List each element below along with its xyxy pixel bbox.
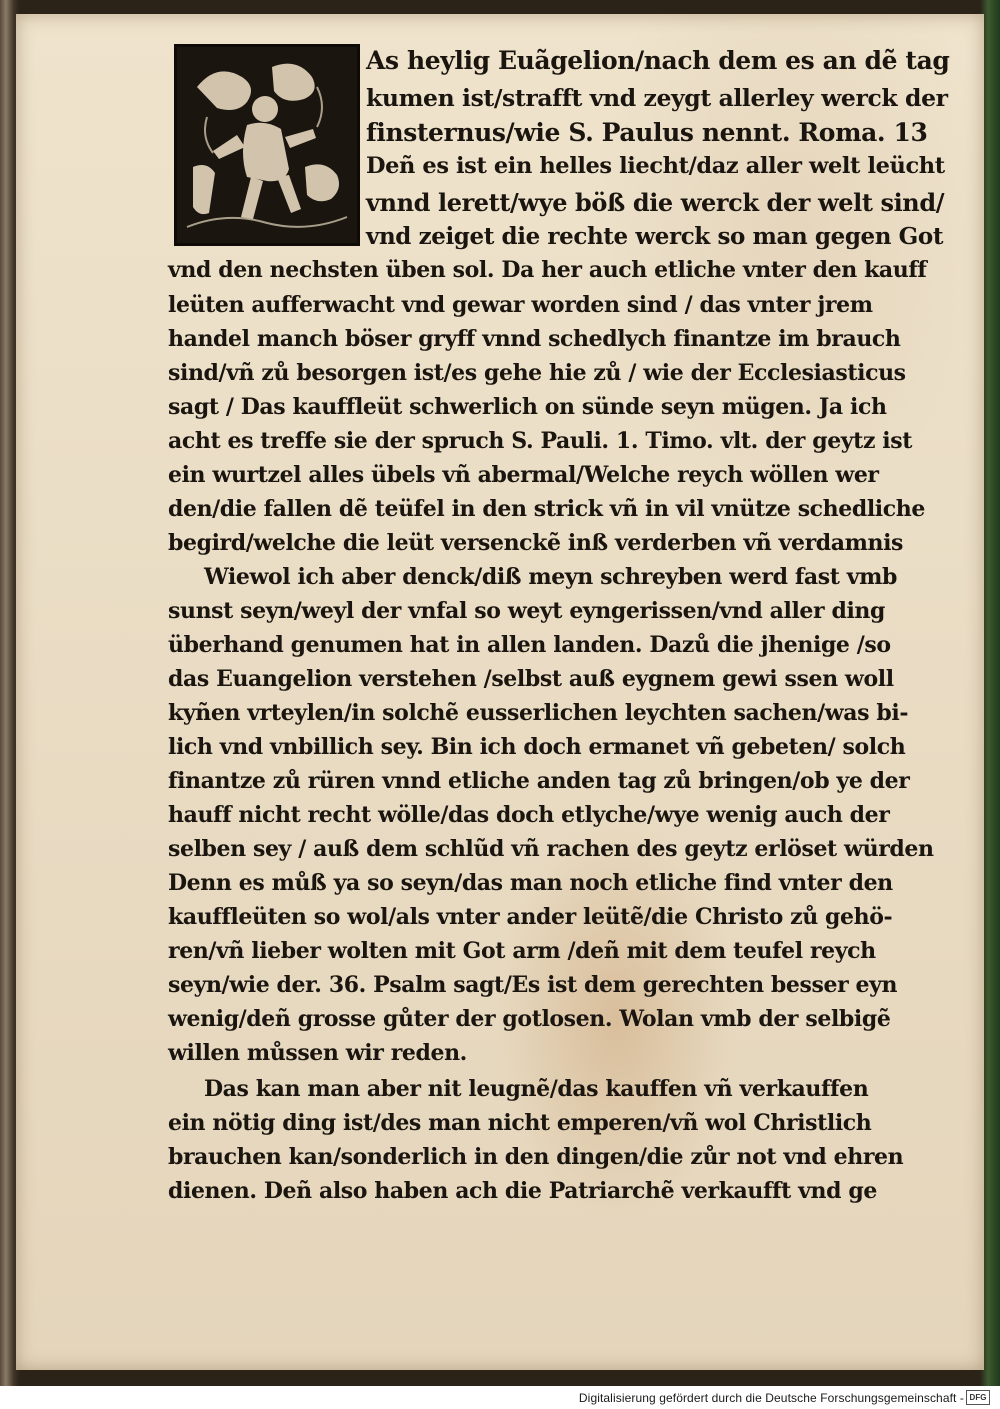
dfg-logo-icon: DFG <box>966 1390 990 1405</box>
text-line: sunst seyn/weyl der vnfal so weyt eyngerissen/vnd aller ding <box>168 598 885 624</box>
text-line: Das kan man aber nit leugnẽ/das kauffen vñ verkauffen <box>204 1076 869 1102</box>
text-line: kyñen vrteylen/in solchẽ eusserlichen leychten sachen/was bi- <box>168 700 909 726</box>
text-line: ein nötig ding ist/des man nicht emperen/vñ wol Christlich <box>168 1110 872 1136</box>
text-line: Denn es můß ya so seyn/das man noch etliche find vnter den <box>168 870 893 896</box>
text-line: kauffleüten so wol/als vnter ander leütẽ/die Christo zů gehö- <box>168 904 893 930</box>
text-line: sind/vñ zů besorgen ist/es gehe hie zů / wie der Ecclesiasticus <box>168 360 906 386</box>
text-line: acht es treffe sie der spruch S. Pauli. 1. Timo. vlt. der geytz ist <box>168 428 913 454</box>
text-line: seyn/wie der. 36. Psalm sagt/Es ist dem gerechten besser eyn <box>168 972 898 998</box>
funding-notice: Digitalisierung gefördert durch die Deutsche Forschungsgemeinschaft - <box>578 1391 964 1405</box>
text-line: kumen ist/strafft vnd zeygt allerley werck der <box>366 84 948 112</box>
text-line: As heylig Euãgelion/nach dem es an dẽ tag <box>366 46 950 75</box>
text-line: Deñ es ist ein helles liecht/daz aller welt leücht <box>366 153 945 179</box>
decorated-initial-woodcut <box>174 44 360 246</box>
text-line: den/die fallen dẽ teüfel in den strick vñ in vil vnütze schedliche <box>168 496 925 522</box>
text-line: leüten aufferwacht vnd gewar worden sind / das vnter jrem <box>168 292 873 318</box>
text-line: vnd zeiget die rechte werck so man gegen Got <box>366 223 944 250</box>
text-line: lich vnd vnbillich sey. Bin ich doch ermanet vñ gebeten/ solch <box>168 734 906 760</box>
text-line: dienen. Deñ also haben ach die Patriarchẽ verkaufft vnd ge <box>168 1178 877 1204</box>
text-line: willen můssen wir reden. <box>168 1040 467 1066</box>
text-line: vnd den nechsten üben sol. Da her auch etliche vnter den kauff <box>168 257 927 283</box>
text-line: finsternus/wie S. Paulus nennt. Roma. 13 <box>366 118 928 147</box>
text-line: selben sey / auß dem schlũd vñ rachen des geytz erlöset würden <box>168 836 934 862</box>
text-line: vnnd lerett/wye böß die werck der welt sind/ <box>366 188 945 217</box>
text-line: wenig/deñ grosse gůter der gotlosen. Wolan vmb der selbigẽ <box>168 1006 891 1032</box>
text-line: ein wurtzel alles übels vñ abermal/Welche reych wöllen wer <box>168 462 879 488</box>
text-line: begird/welche die leüt versenckẽ inß verderben vñ verdamnis <box>168 530 904 556</box>
text-line: finantze zů rüren vnnd etliche anden tag zů bringen/ob ye der <box>168 768 910 794</box>
text-line: sagt / Das kauffleüt schwerlich on sünde seyn mügen. Ja ich <box>168 394 887 420</box>
text-line: das Euangelion verstehen /selbst auß eygnem gewi ssen woll <box>168 666 894 692</box>
text-line: brauchen kan/sonderlich in den dingen/die zůr not vnd ehren <box>168 1144 904 1170</box>
text-line: überhand genumen hat in allen landen. Dazů die jhenige /so <box>168 632 891 658</box>
text-line: Wiewol ich aber denck/diß meyn schreyben werd fast vmb <box>204 564 897 590</box>
text-line: ren/vñ lieber wolten mit Got arm /deñ mit dem teufel reych <box>168 938 876 964</box>
text-line: handel manch böser gryff vnnd schedlych finantze im brauch <box>168 326 901 352</box>
text-line: hauff nicht recht wölle/das doch etlyche/wye wenig auch der <box>168 802 890 828</box>
